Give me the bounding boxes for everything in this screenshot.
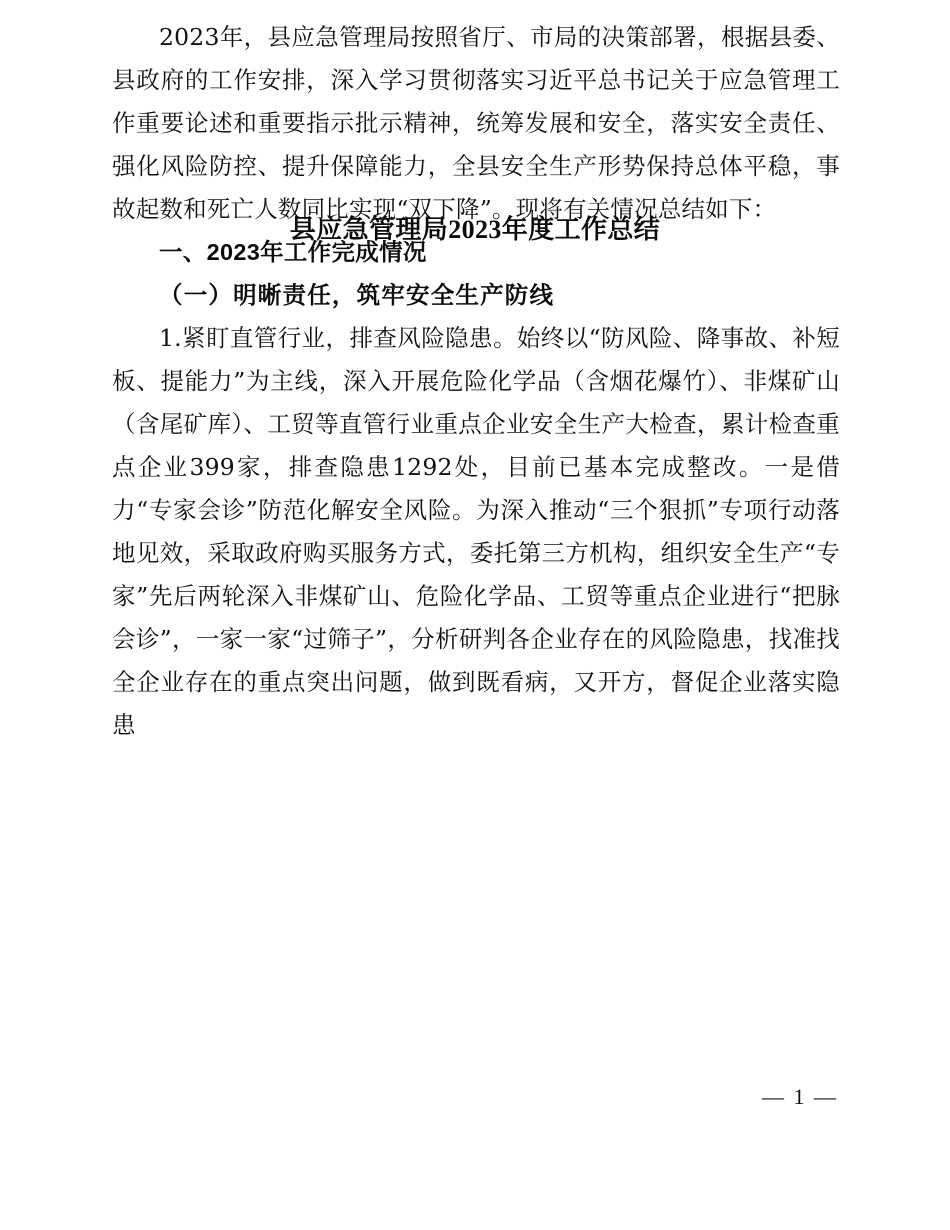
document-body — [112, 0, 840, 747]
page-number: — 1 — — [762, 1084, 838, 1109]
paragraph-item-1: 1.紧盯直管行业，排查风险隐患。始终以“防风险、降事故、补短板、提能力”为主线，深入开展危险化学品（含烟花爆竹）、非煤矿山（含尾矿库）、工贸等直管行业重点企业安全生产大检查，累计检查重点企业399家，排查隐患1292处，目前已基本完成整改。一是借力“专家会诊”防范化解安全风险。为深入推动“三个狠抓”专项行动落地见效，采取政府购买服务方式，委托第三方机构，组织安全生产“专家”先后两轮深入非煤矿山、危险化学品、工贸等重点企业进行“把脉会诊”，一家一家“过筛子”，分析研判各企业存在的风险隐患，找准找全企业存在的重点突出问题，做到既看病，又开方，督促企业落实隐患 — [112, 324, 840, 739]
subsection-heading-1: （一）明晰责任，筑牢安全生产防线 — [159, 281, 555, 309]
page-title: 县应急管理局2023年度工作总结 — [289, 215, 661, 244]
paragraph-intro: 2023年，县应急管理局按照省厅、市局的决策部署，根据县委、县政府的工作安排，深入学习贯彻落实习近平总书记关于应急管理工作重要论述和重要指示批示精神，统筹发展和安全，落实安全责任、强化风险防控、提升保障能力，全县安全生产形势保持总体平稳，事故起数和死亡人数同比实现“双下降”。现将有关情况总结如下： — [112, 23, 840, 223]
section-heading-1: 一、2023年工作完成情况 — [159, 239, 427, 265]
